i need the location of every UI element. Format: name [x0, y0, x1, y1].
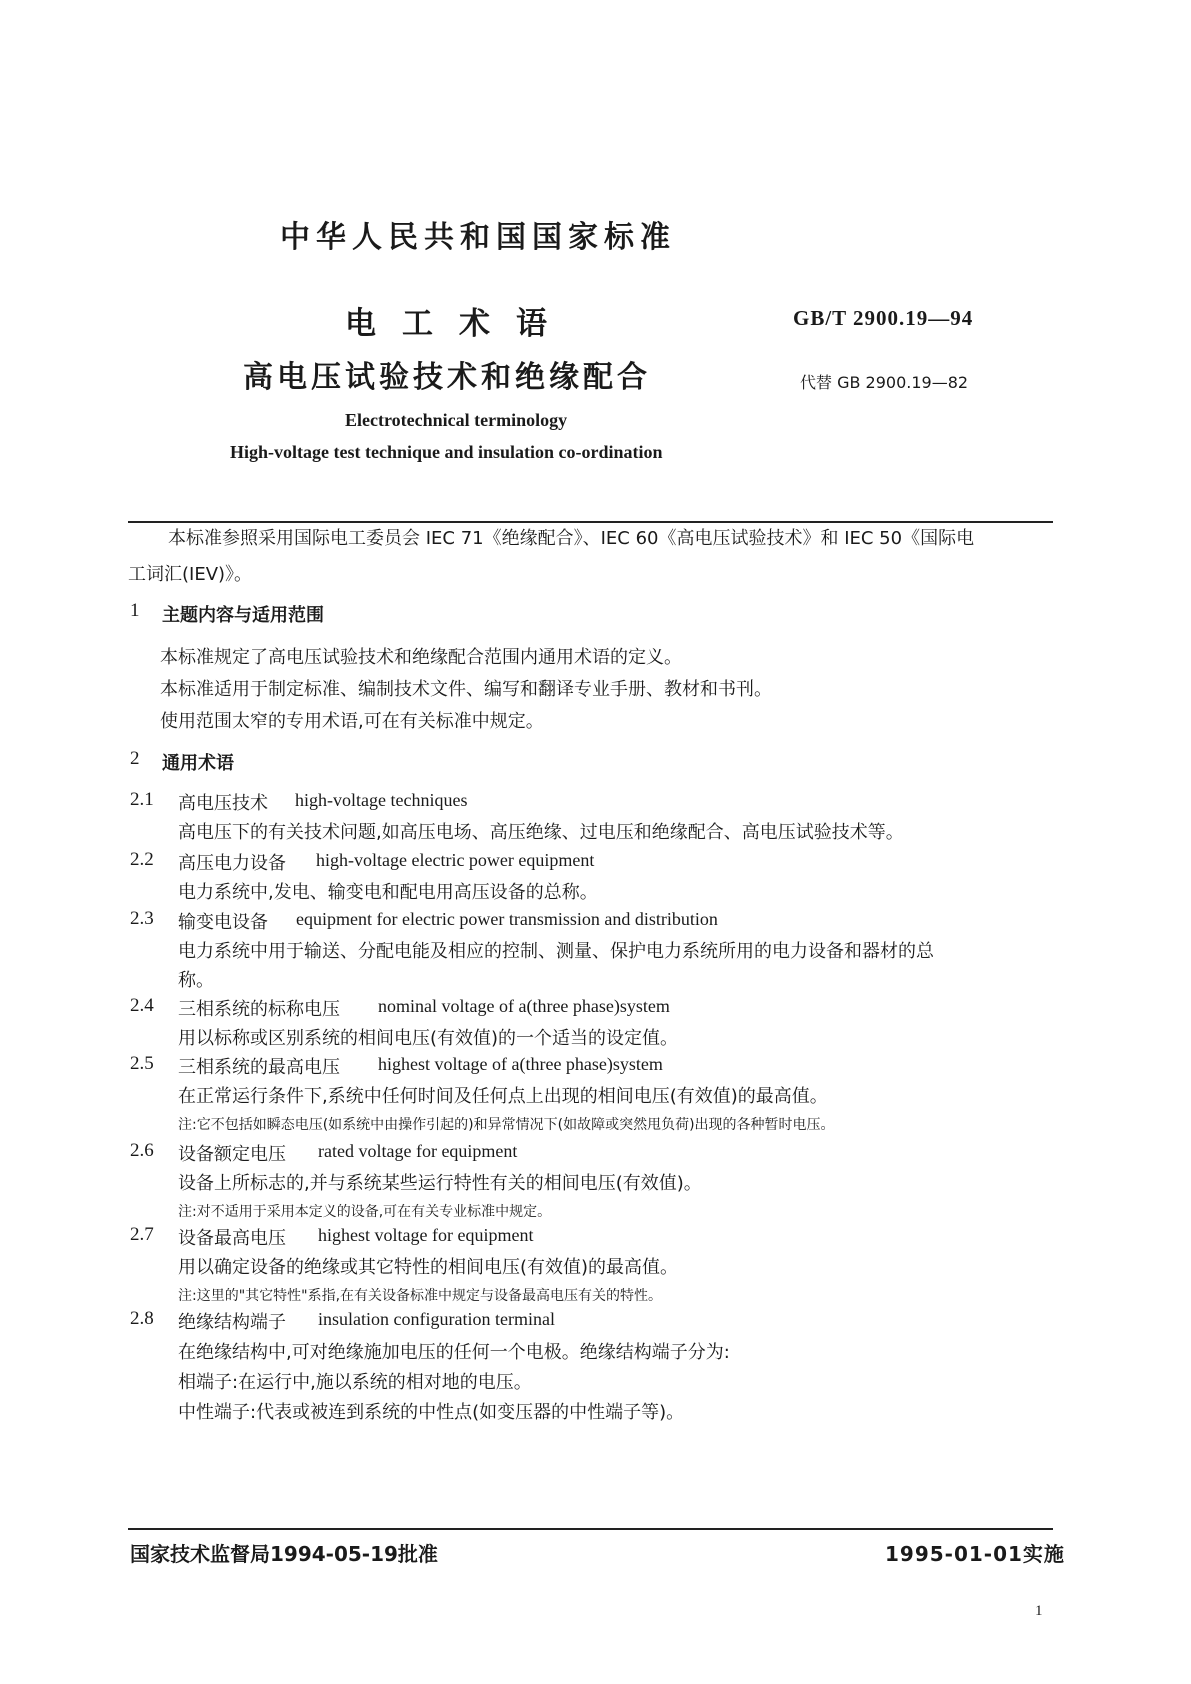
- document-subtitle-cn: 高电压试验技术和绝缘配合: [243, 360, 651, 395]
- implementation-date: 1995-01-01实施: [885, 1542, 1065, 1566]
- document-title-en: Electrotechnical terminology: [345, 410, 568, 430]
- term-name-en: nominal voltage of a(three phase)system: [378, 996, 670, 1016]
- term-definition: 在正常运行条件下,系统中任何时间及任何点上出现的相间电压(有效值)的最高值。: [178, 1086, 828, 1107]
- term-definition: 电力系统中用于输送、分配电能及相应的控制、测量、保护电力系统所用的电力设备和器材的总: [178, 941, 934, 962]
- term-name-cn: 高压电力设备: [178, 853, 286, 874]
- intro-line-1: 本标准参照采用国际电工委员会 IEC 71《绝缘配合》、IEC 60《高电压试验技术》和 IEC 50《国际电: [168, 528, 975, 549]
- term-definition: 在绝缘结构中,可对绝缘施加电压的任何一个电极。绝缘结构端子分为:: [178, 1342, 730, 1363]
- term-number: 2.4: [130, 995, 154, 1016]
- section-1-title: 主题内容与适用范围: [162, 605, 324, 626]
- term-name-cn: 绝缘结构端子: [178, 1312, 286, 1333]
- approval-info: 国家技术监督局1994-05-19批准: [130, 1542, 438, 1566]
- term-definition: 中性端子:代表或被连到系统的中性点(如变压器的中性端子等)。: [178, 1402, 685, 1423]
- section-2-title: 通用术语: [162, 753, 234, 774]
- term-name-en: highest voltage for equipment: [318, 1225, 534, 1245]
- term-number: 2.1: [130, 789, 154, 810]
- term-definition: 用以确定设备的绝缘或其它特性的相间电压(有效值)的最高值。: [178, 1257, 679, 1278]
- term-name-en: equipment for electric power transmission and distribution: [296, 909, 718, 929]
- term-name-cn: 高电压技术: [178, 793, 268, 814]
- national-standard-title: 中华人民共和国国家标准: [280, 220, 676, 255]
- document-subtitle-en: High-voltage test technique and insulation co-ordination: [230, 442, 663, 462]
- term-number: 2.7: [130, 1224, 154, 1245]
- section-2-number: 2: [130, 748, 140, 769]
- section-1-paragraph: 本标准规定了高电压试验技术和绝缘配合范围内通用术语的定义。: [160, 647, 682, 668]
- term-number: 2.5: [130, 1053, 154, 1074]
- intro-line-2: 工词汇(IEV)》。: [128, 564, 253, 585]
- term-number: 2.3: [130, 908, 154, 929]
- term-note: 注:它不包括如瞬态电压(如系统中由操作引起的)和异常情况下(如故障或突然甩负荷)出现的各种暂时电压。: [178, 1117, 835, 1133]
- term-note: 注:这里的"其它特性"系指,在有关设备标准中规定与设备最高电压有关的特性。: [178, 1288, 663, 1304]
- standard-number: GB/T 2900.19—94: [793, 306, 974, 330]
- term-number: 2.6: [130, 1140, 154, 1161]
- term-definition: 设备上所标志的,并与系统某些运行特性有关的相间电压(有效值)。: [178, 1173, 702, 1194]
- term-number: 2.2: [130, 849, 154, 870]
- term-number: 2.8: [130, 1308, 154, 1329]
- header-divider: [128, 521, 1053, 523]
- term-note: 注:对不适用于采用本定义的设备,可在有关专业标准中规定。: [178, 1204, 552, 1220]
- term-definition: 电力系统中,发电、输变电和配电用高压设备的总称。: [178, 882, 598, 903]
- term-name-cn: 设备最高电压: [178, 1228, 286, 1249]
- term-name-cn: 三相系统的最高电压: [178, 1057, 340, 1078]
- page-number: 1: [1035, 1603, 1043, 1619]
- footer-divider: [128, 1528, 1053, 1530]
- term-name-en: rated voltage for equipment: [318, 1141, 518, 1161]
- term-name-en: high-voltage electric power equipment: [316, 850, 595, 870]
- term-definition: 称。: [178, 970, 214, 991]
- document-title-cn: 电工术语: [345, 306, 573, 342]
- section-1-paragraph: 本标准适用于制定标准、编制技术文件、编写和翻译专业手册、教材和书刊。: [160, 679, 772, 700]
- term-name-en: highest voltage of a(three phase)system: [378, 1054, 663, 1074]
- term-name-cn: 设备额定电压: [178, 1144, 286, 1165]
- term-definition: 高电压下的有关技术问题,如高压电场、高压绝缘、过电压和绝缘配合、高电压试验技术等。: [178, 822, 904, 843]
- section-1-paragraph: 使用范围太窄的专用术语,可在有关标准中规定。: [160, 711, 544, 732]
- term-name-en: insulation configuration terminal: [318, 1309, 555, 1329]
- term-name-cn: 三相系统的标称电压: [178, 999, 340, 1020]
- term-definition: 相端子:在运行中,施以系统的相对地的电压。: [178, 1372, 532, 1393]
- term-name-en: high-voltage techniques: [295, 790, 468, 810]
- term-name-cn: 输变电设备: [178, 912, 268, 933]
- replaces-standard: 代替 GB 2900.19—82: [800, 373, 969, 392]
- term-definition: 用以标称或区别系统的相间电压(有效值)的一个适当的设定值。: [178, 1028, 679, 1049]
- section-1-number: 1: [130, 600, 140, 621]
